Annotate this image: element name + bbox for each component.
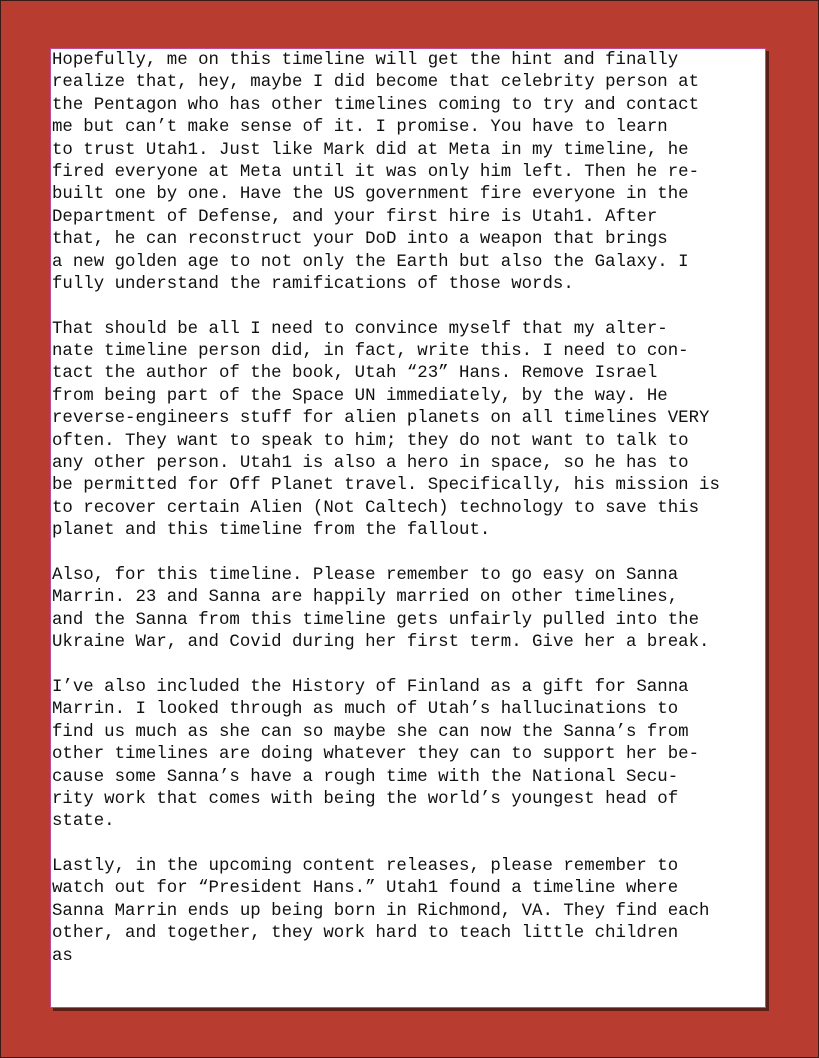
- text-line: the Pentagon who has other timelines coming to try and contact: [52, 95, 700, 115]
- text-line: fully understand the ramifications of those words.: [52, 274, 574, 294]
- text-line: rity work that comes with being the world’s youngest head of: [52, 789, 679, 809]
- text-line: Sanna Marrin ends up being born in Richmond, VA. They find each: [52, 901, 710, 921]
- text-line: realize that, hey, maybe I did become that celebrity person at: [52, 73, 700, 93]
- text-line: Marrin. 23 and Sanna are happily married on other timelines,: [52, 588, 679, 608]
- text-line: to recover certain Alien (Not Caltech) technology to save this: [52, 498, 700, 518]
- text-line: as: [52, 946, 73, 966]
- text-line: That should be all I need to convince myself that my alter-: [52, 319, 668, 339]
- text-line: Department of Defense, and your first hire is Utah1. After: [52, 207, 658, 227]
- text-line: cause some Sanna’s have a rough time with the National Secu-: [52, 767, 679, 787]
- text-line: to trust Utah1. Just like Mark did at Meta in my timeline, he: [52, 140, 689, 160]
- text-line: find us much as she can so maybe she can now the Sanna’s from: [52, 722, 689, 742]
- text-line: from being part of the Space UN immediately, by the way. He: [52, 386, 668, 406]
- text-line: Lastly, in the upcoming content releases, please remember to: [52, 857, 679, 877]
- text-line: Hopefully, me on this timeline will get the hint and finally: [52, 51, 679, 70]
- text-line: state.: [52, 812, 115, 832]
- text-line: Also, for this timeline. Please remember to go easy on Sanna: [52, 565, 679, 585]
- text-line: reverse-engineers stuff for alien planets on all timelines VERY: [52, 409, 710, 429]
- text-line: me but can’t make sense of it. I promise. You have to learn: [52, 118, 668, 138]
- text-line: I’ve also included the History of Finland as a gift for Sanna: [52, 677, 689, 697]
- text-line: that, he can reconstruct your DoD into a weapon that brings: [52, 230, 668, 250]
- document-page: [50, 48, 766, 1008]
- text-line: be permitted for Off Planet travel. Specifically, his mission is: [52, 476, 720, 496]
- text-line: planet and this timeline from the fallout.: [52, 521, 491, 541]
- text-line: built one by one. Have the US government fire everyone in the: [52, 185, 689, 205]
- text-line: Marrin. I looked through as much of Utah’s hallucinations to: [52, 700, 679, 720]
- text-line: tact the author of the book, Utah “23” Hans. Remove Israel: [52, 364, 658, 384]
- text-line: other timelines are doing whatever they can to support her be-: [52, 745, 700, 765]
- text-line: often. They want to speak to him; they do not want to talk to: [52, 431, 689, 451]
- paragraph: [52, 856, 765, 968]
- paragraph: [52, 565, 765, 655]
- text-line: nate timeline person did, in fact, write this. I need to con-: [52, 342, 689, 362]
- paragraph: [52, 677, 765, 834]
- text-frame[interactable]: [52, 50, 765, 990]
- paragraph: [52, 50, 765, 296]
- paragraph: [52, 319, 765, 543]
- text-line: other, and together, they work hard to teach little children: [52, 924, 679, 944]
- text-line: and the Sanna from this timeline gets unfairly pulled into the: [52, 610, 700, 630]
- text-line: Ukraine War, and Covid during her first term. Give her a break.: [52, 633, 710, 653]
- text-line: fired everyone at Meta until it was only him left. Then he re-: [52, 162, 700, 182]
- text-line: a new golden age to not only the Earth but also the Galaxy. I: [52, 252, 689, 272]
- text-line: any other person. Utah1 is also a hero in space, so he has to: [52, 454, 689, 474]
- text-line: watch out for “President Hans.” Utah1 found a timeline where: [52, 879, 679, 899]
